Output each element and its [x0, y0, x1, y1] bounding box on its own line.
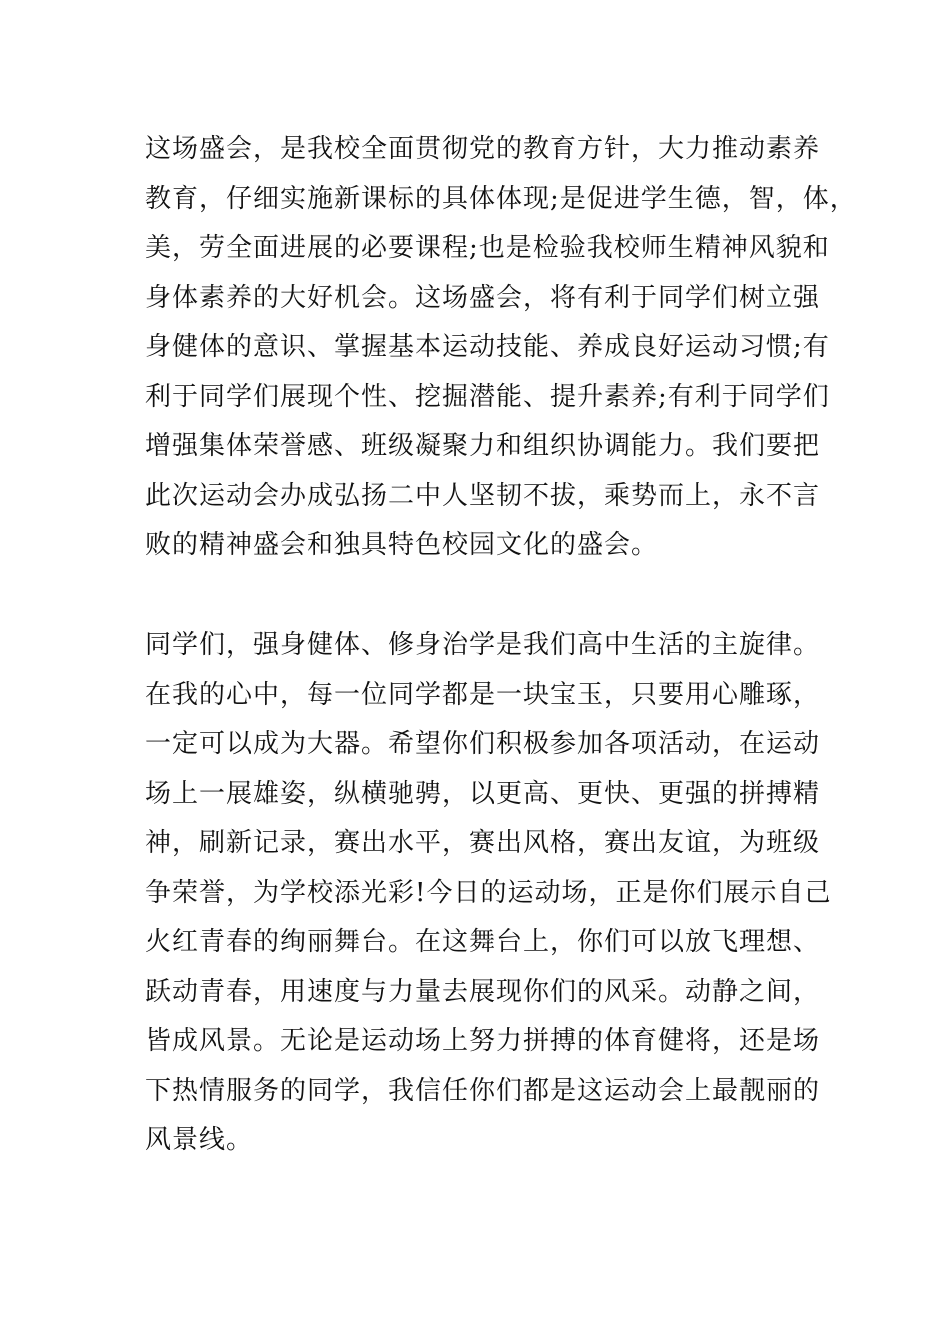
text-line: 增强集体荣誉感、班级凝聚力和组织协调能力。我们要把: [145, 431, 821, 461]
text-line: 此次运动会办成弘扬二中人坚韧不拔，乘势而上，永不言: [145, 480, 821, 511]
text-line: 火红青春的绚丽舞台。在这舞台上，你们可以放飞理想、: [145, 927, 821, 957]
text-line: 在我的心中，每一位同学都是一块宝玉，只要用心雕琢，: [145, 679, 821, 710]
text-line: 争荣誉，为学校添光彩!今日的运动场，正是你们展示自己: [145, 877, 832, 908]
text-line: 利于同学们展现个性、挖掘潜能、提升素养;有利于同学们: [145, 381, 830, 412]
text-line: 一定可以成为大器。希望你们积极参加各项活动，在运动: [145, 729, 821, 759]
text-line: 场上一展雄姿，纵横驰骋，以更高、更快、更强的拼搏精: [145, 778, 821, 809]
text-line: 跃动青春，用速度与力量去展现你们的风采。动静之间，: [145, 976, 821, 1007]
text-line: 皆成风景。无论是运动场上努力拼搏的体育健将，还是场: [145, 1026, 821, 1056]
text-line: 下热情服务的同学，我信任你们都是这运动会上最靓丽的: [145, 1075, 821, 1106]
text-line: 这场盛会，是我校全面贯彻党的教育方针，大力推动素养: [145, 134, 821, 164]
text-line: 美，劳全面进展的必要课程;也是检验我校师生精神风貌和: [145, 233, 830, 263]
text-line: 风景线。: [145, 1125, 254, 1155]
text-line: 身健体的意识、掌握基本运动技能、养成良好运动习惯;有: [145, 332, 830, 362]
text-line: 教育，仔细实施新课标的具体体现;是促进学生德，智，体，: [145, 183, 857, 214]
text-line: 同学们，强身健体、修身治学是我们高中生活的主旋律。: [145, 630, 821, 660]
paragraph-address-to-students: [145, 621, 835, 1166]
paragraph-sports-meet-significance: [145, 125, 857, 571]
text-line: 身体素养的大好机会。这场盛会，将有利于同学们树立强: [145, 282, 821, 313]
text-line: 神，刷新记录，赛出水平，赛出风格，赛出友谊，为班级: [145, 828, 821, 858]
text-line: 败的精神盛会和独具特色校园文化的盛会。: [145, 530, 659, 560]
